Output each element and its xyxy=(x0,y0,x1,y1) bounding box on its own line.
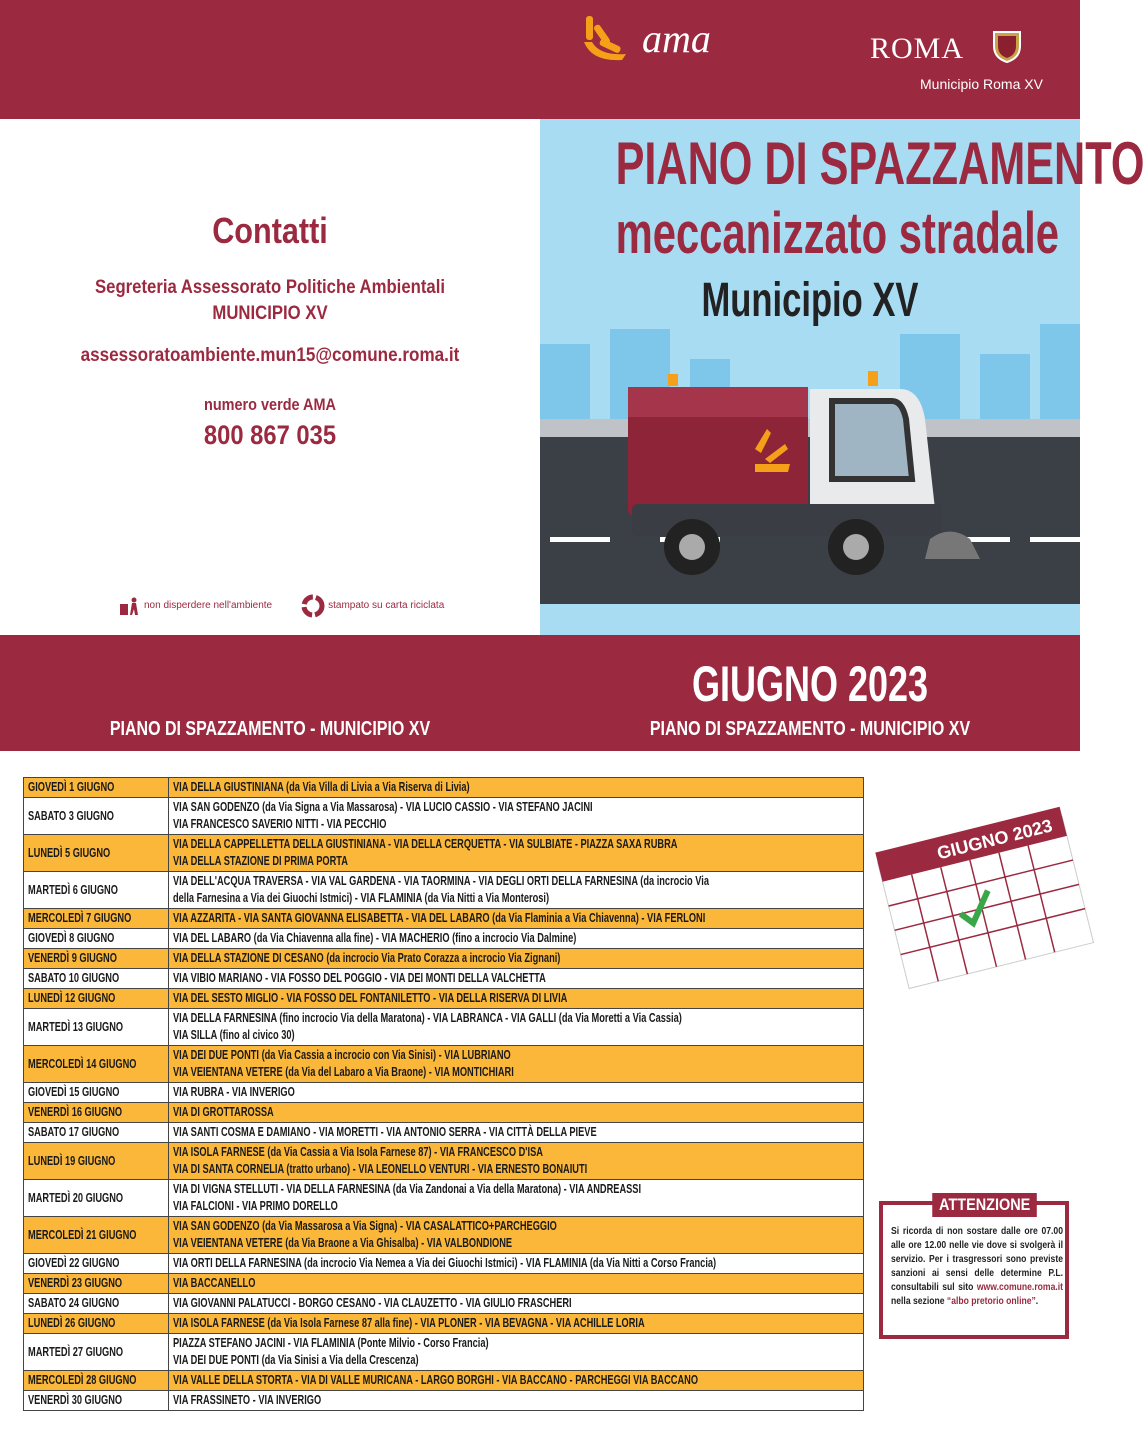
schedule-day xyxy=(24,989,169,1009)
numero-verde[interactable]: 800 867 035 xyxy=(203,420,337,450)
schedule-day xyxy=(24,1046,169,1083)
street-line: VIA ORTI DELLA FARNESINA (da incrocio Via Nemea a Via dei Giuochi Istmici) - VIA FLAMINIA (da Via Nitti a Corso Francia) xyxy=(173,1256,717,1270)
schedule-streets xyxy=(169,909,864,929)
schedule-day xyxy=(24,1143,169,1180)
schedule-day xyxy=(24,835,169,872)
day-label: VENERDÌ 16 GIUGNO xyxy=(28,1105,123,1119)
schedule-day xyxy=(24,1314,169,1334)
day-label: VENERDÌ 30 GIUGNO xyxy=(28,1393,123,1407)
street-line: VIA DEL LABARO (da Via Chiavenna alla fine) - VIA MACHERIO (fino a incrocio Via Dalmine) xyxy=(173,931,577,945)
street-line: VIA FALCIONI - VIA PRIMO DORELLO xyxy=(173,1199,338,1213)
street-line: VIA ISOLA FARNESE (da Via Cassia a Via Isola Farnese 87) - VIA FRANCESCO D'ISA xyxy=(173,1145,543,1159)
roma-wordmark: ROMA xyxy=(870,32,965,65)
band-right-label: PIANO DI SPAZZAMENTO - MUNICIPIO XV xyxy=(649,718,971,740)
ama-wordmark: ama xyxy=(642,16,711,61)
street-line: VIA DI SANTA CORNELIA (tratto urbano) - VIA LEONELLO VENTURI - VIA ERNESTO BONAIUTI xyxy=(173,1162,588,1176)
contacts-panel xyxy=(0,119,540,635)
schedule-row xyxy=(24,949,864,969)
schedule-streets xyxy=(169,872,864,909)
schedule-day xyxy=(24,798,169,835)
schedule-row xyxy=(24,1180,864,1217)
schedule-streets xyxy=(169,1046,864,1083)
street-line: VIA ISOLA FARNESE (da Via Isola Farnese 87 alla fine) - VIA PLONER - VIA BEVAGNA - VIA ACHILLE LORIA xyxy=(173,1316,645,1330)
day-label: MARTEDÌ 20 GIUGNO xyxy=(28,1190,124,1205)
street-line: VIA VEIENTANA VETERE (da Via Braone a Via Ghisalba) - VIA VALBONDIONE xyxy=(173,1236,513,1250)
street-line: della Farnesina a Via dei Giuochi Istmici) - VIA FLAMINIA (da Via Nitti a Via Monterosi) xyxy=(173,891,550,905)
schedule-streets xyxy=(169,798,864,835)
schedule-row xyxy=(24,1083,864,1103)
day-label: VENERDÌ 23 GIUGNO xyxy=(28,1276,123,1290)
calendar-label: GIUGNO 2023 xyxy=(934,815,1055,864)
attention-text xyxy=(891,1225,1063,1309)
eco-notes xyxy=(118,595,444,617)
schedule-day xyxy=(24,1334,169,1371)
cover-subtitle: meccanizzato stradale xyxy=(615,201,1059,266)
schedule-streets xyxy=(169,969,864,989)
day-label: MERCOLEDÌ 21 GIUGNO xyxy=(28,1227,137,1242)
cover-municipio: Municipio XV xyxy=(701,274,919,327)
schedule-day xyxy=(24,1254,169,1274)
schedule-row xyxy=(24,1391,864,1411)
schedule-day xyxy=(24,1083,169,1103)
attention-body: Si ricorda di non sostare dalle ore 07.00 alle ore 12.00 nelle vie dove si svolgerà il servizio. Per i trasgressori sono previste sanzioni ai sensi delle determine P.L. consultabili sul sito xyxy=(891,1226,1063,1293)
street-line: VIA SILLA (fino al civico 30) xyxy=(173,1028,295,1042)
street-line: VIA DELLA STAZIONE DI CESANO (da incrocio Via Prato Corazza a incrocio Via Zignani) xyxy=(173,951,561,965)
schedule-streets xyxy=(169,989,864,1009)
schedule-streets xyxy=(169,778,864,798)
email-link[interactable]: assessoratoambiente.mun15@comune.roma.it xyxy=(80,345,460,366)
schedule-streets xyxy=(169,1009,864,1046)
schedule-day xyxy=(24,1371,169,1391)
day-label: SABATO 24 GIUGNO xyxy=(28,1296,120,1310)
schedule-streets xyxy=(169,949,864,969)
street-line: PIAZZA STEFANO JACINI - VIA FLAMINIA (Ponte Milvio - Corso Francia) xyxy=(173,1336,489,1350)
numero-verde-label: numero verde AMA xyxy=(204,395,336,414)
schedule-row xyxy=(24,909,864,929)
schedule-streets xyxy=(169,1391,864,1411)
site-link[interactable]: www.comune.roma.it xyxy=(976,1282,1063,1293)
day-label: LUNEDÌ 5 GIUGNO xyxy=(28,845,111,860)
schedule-day xyxy=(24,1274,169,1294)
day-label: SABATO 17 GIUGNO xyxy=(28,1125,120,1139)
recycle-icon xyxy=(302,595,324,617)
band-left-label: PIANO DI SPAZZAMENTO - MUNICIPIO XV xyxy=(109,718,431,740)
day-label: GIOVEDÌ 1 GIUGNO xyxy=(28,780,115,794)
contacts-title: Contatti xyxy=(212,210,328,251)
street-line: VIA AZZARITA - VIA SANTA GIOVANNA ELISABETTA - VIA DEL LABARO (da Via Flaminia a Via Chiavenna) - VIA FERLONI xyxy=(173,911,706,925)
schedule-row xyxy=(24,1314,864,1334)
albo-link[interactable]: “albo pretorio online” xyxy=(946,1296,1036,1307)
day-label: MARTEDÌ 6 GIUGNO xyxy=(28,882,118,897)
schedule-row xyxy=(24,1294,864,1314)
eco-note-2: stampato su carta riciclata xyxy=(328,600,445,611)
office-municipio: MUNICIPIO XV xyxy=(212,303,328,324)
schedule-day xyxy=(24,1103,169,1123)
schedule-streets xyxy=(169,1143,864,1180)
schedule-streets xyxy=(169,1371,864,1391)
header-bar xyxy=(0,0,1080,119)
office-name: Segreteria Assessorato Politiche Ambientali xyxy=(94,277,445,298)
schedule-day xyxy=(24,1180,169,1217)
schedule-row xyxy=(24,1217,864,1254)
schedule-row xyxy=(24,1103,864,1123)
roma-shield-icon xyxy=(992,28,1022,64)
street-line: VIA VALLE DELLA STORTA - VIA DI VALLE MURICANA - LARGO BORGHI - VIA BACCANO - PARCHEGGI VIA BACCANO xyxy=(173,1373,699,1387)
month-title: GIUGNO 2023 xyxy=(691,656,929,712)
schedule-streets xyxy=(169,835,864,872)
schedule-streets xyxy=(169,1217,864,1254)
street-line: VIA DI VIGNA STELLUTI - VIA DELLA FARNESINA (da Via Zandonai a Via della Maratona) - VIA ANDREASSI xyxy=(173,1182,642,1196)
street-line: VIA BACCANELLO xyxy=(173,1276,256,1290)
schedule-day xyxy=(24,909,169,929)
street-line: VIA SANTI COSMA E DAMIANO - VIA MORETTI - VIA ANTONIO SERRA - VIA CITTÀ DELLA PIEVE xyxy=(173,1125,597,1139)
street-line: VIA FRASSINETO - VIA INVERIGO xyxy=(173,1393,322,1407)
schedule-day xyxy=(24,929,169,949)
day-label: LUNEDÌ 12 GIUGNO xyxy=(28,991,116,1005)
day-label: GIOVEDÌ 8 GIUGNO xyxy=(28,931,115,945)
street-line: VIA SAN GODENZO (da Via Massarosa a Via Signa) - VIA CASALATTICO+PARCHEGGIO xyxy=(173,1219,557,1233)
schedule-table xyxy=(23,777,864,1411)
schedule-streets xyxy=(169,1123,864,1143)
eco-note-1: non disperdere nell'ambiente xyxy=(144,600,273,611)
street-line: VIA DEI DUE PONTI (da Via Sinisi a Via della Crescenza) xyxy=(173,1353,419,1367)
month-band xyxy=(0,635,1080,751)
day-label: SABATO 3 GIUGNO xyxy=(28,808,115,823)
schedule-day xyxy=(24,969,169,989)
street-line: VIA VEIENTANA VETERE (da Via del Labaro a Via Braone) - VIA MONTICHIARI xyxy=(173,1065,514,1079)
schedule-row xyxy=(24,969,864,989)
schedule-row xyxy=(24,929,864,949)
schedule-row xyxy=(24,798,864,835)
schedule-row xyxy=(24,1371,864,1391)
day-label: SABATO 10 GIUGNO xyxy=(28,971,120,985)
schedule-streets xyxy=(169,1314,864,1334)
schedule-streets xyxy=(169,1334,864,1371)
day-label: LUNEDÌ 26 GIUGNO xyxy=(28,1316,116,1330)
schedule-day xyxy=(24,872,169,909)
schedule-row xyxy=(24,872,864,909)
attention-box xyxy=(879,1195,1069,1339)
calendar-illustration xyxy=(866,780,1080,990)
schedule-streets xyxy=(169,929,864,949)
schedule-day xyxy=(24,1294,169,1314)
street-line: VIA DEL SESTO MIGLIO - VIA FOSSO DEL FONTANILETTO - VIA DELLA RISERVA DI LIVIA xyxy=(173,991,568,1005)
street-line: VIA RUBRA - VIA INVERIGO xyxy=(173,1085,295,1099)
street-line: VIA SAN GODENZO (da Via Signa a Via Massarosa) - VIA LUCIO CASSIO - VIA STEFANO JACINI xyxy=(173,800,593,814)
cover-panel xyxy=(540,119,1144,635)
day-label: LUNEDÌ 19 GIUGNO xyxy=(28,1153,116,1168)
schedule-row xyxy=(24,1274,864,1294)
schedule-day xyxy=(24,949,169,969)
schedule-streets xyxy=(169,1103,864,1123)
litter-bin-icon xyxy=(118,596,140,616)
ama-logo xyxy=(582,14,711,64)
schedule-row xyxy=(24,835,864,872)
attention-body-2: nella sezione xyxy=(891,1296,947,1307)
day-label: MERCOLEDÌ 28 GIUGNO xyxy=(28,1373,137,1387)
street-line: VIA DELLA GIUSTINIANA (da Via Villa di Livia a Via Riserva di Livia) xyxy=(173,780,470,794)
schedule-row xyxy=(24,1123,864,1143)
schedule-day xyxy=(24,1123,169,1143)
street-line: VIA FRANCESCO SAVERIO NITTI - VIA PECCHIO xyxy=(173,817,387,831)
day-label: VENERDÌ 9 GIUGNO xyxy=(28,951,117,965)
schedule-row xyxy=(24,1046,864,1083)
schedule-day xyxy=(24,1391,169,1411)
street-line: VIA DELLA FARNESINA (fino incrocio Via della Maratona) - VIA LABRANCA - VIA GALLI (da Via Moretti a Via Cassia) xyxy=(173,1011,682,1025)
schedule-day xyxy=(24,1217,169,1254)
street-line: VIA DELLA CAPPELLETTA DELLA GIUSTINIANA - VIA DELLA CERQUETTA - VIA SULBIATE - PIAZZA SAXA RUBRA xyxy=(173,837,678,851)
schedule-row xyxy=(24,1009,864,1046)
attention-title: ATTENZIONE xyxy=(932,1193,1037,1217)
schedule-streets xyxy=(169,1294,864,1314)
day-label: MARTEDÌ 13 GIUGNO xyxy=(28,1019,124,1034)
street-line: VIA DELLA STAZIONE DI PRIMA PORTA xyxy=(173,854,348,868)
street-sweeper-illustration xyxy=(540,119,1144,635)
schedule-row xyxy=(24,778,864,798)
street-line: VIA DEI DUE PONTI (da Via Cassia a incrocio con Via Sinisi) - VIA LUBRIANO xyxy=(173,1048,511,1062)
schedule-day xyxy=(24,778,169,798)
schedule-streets xyxy=(169,1083,864,1103)
schedule-streets xyxy=(169,1274,864,1294)
day-label: MERCOLEDÌ 14 GIUGNO xyxy=(28,1056,137,1071)
street-line: VIA DELL'ACQUA TRAVERSA - VIA VAL GARDENA - VIA TAORMINA - VIA DEGLI ORTI DELLA FARNESINA (da incrocio Via xyxy=(173,874,709,888)
day-label: MERCOLEDÌ 7 GIUGNO xyxy=(28,911,132,925)
day-label: MARTEDÌ 27 GIUGNO xyxy=(28,1344,124,1359)
schedule-day xyxy=(24,1009,169,1046)
office xyxy=(32,275,507,327)
hand-logo-icon xyxy=(582,14,634,64)
municipio-label: Municipio Roma XV xyxy=(920,76,1043,92)
schedule-row xyxy=(24,1334,864,1371)
schedule-row xyxy=(24,1254,864,1274)
day-label: GIOVEDÌ 15 GIUGNO xyxy=(28,1085,120,1099)
cover-title: PIANO DI SPAZZAMENTO xyxy=(615,130,1144,197)
schedule-row xyxy=(24,989,864,1009)
attention-end: . xyxy=(1035,1296,1039,1307)
street-line: VIA VIBIO MARIANO - VIA FOSSO DEL POGGIO - VIA DEI MONTI DELLA VALCHETTA xyxy=(173,971,546,985)
street-line: VIA DI GROTTAROSSA xyxy=(173,1105,274,1119)
schedule-streets xyxy=(169,1180,864,1217)
schedule-row xyxy=(24,1143,864,1180)
street-line: VIA GIOVANNI PALATUCCI - BORGO CESANO - VIA CLAUZETTO - VIA GIULIO FRASCHERI xyxy=(173,1296,572,1310)
schedule-streets xyxy=(169,1254,864,1274)
day-label: GIOVEDÌ 22 GIUGNO xyxy=(28,1256,120,1270)
